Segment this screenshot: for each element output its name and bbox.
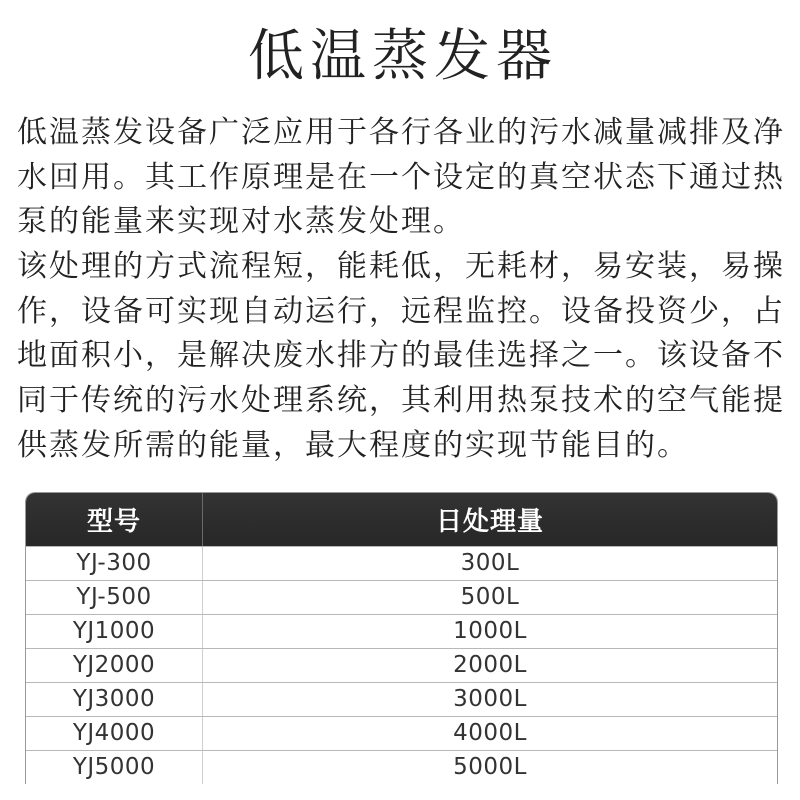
table-row [26,716,777,750]
model-cell: YJ-500 [26,581,203,614]
table-row [26,580,777,614]
model-cell: YJ-300 [26,547,203,580]
description [17,111,789,469]
model-cell: YJ3000 [26,683,203,716]
spec-table [25,492,778,784]
capacity-cell: 2000L [453,652,527,678]
header-capacity: 日处理量 [435,507,544,537]
capacity-cell: 4000L [453,720,527,746]
table-row [26,750,777,784]
table-row [26,614,777,648]
page-title: 低温蒸发器 [248,24,558,89]
description-line: 水回用。其工作原理是在一个设定的真空状态下通过热 [17,159,785,195]
capacity-cell: 1000L [453,618,527,644]
description-line: 供蒸发所需的能量，最大程度的实现节能目的。 [17,427,689,463]
table-header [26,493,777,546]
capacity-cell: 5000L [453,754,527,780]
capacity-cell: 3000L [453,686,527,712]
table-row [26,682,777,716]
capacity-cell: 500L [460,584,520,610]
model-cell: YJ1000 [26,615,203,648]
description-line: 低温蒸发设备广泛应用于各行各业的污水减量减排及净 [17,115,785,150]
description-line: 地面积小，是解决废水排方的最佳选择之一。该设备不 [17,338,785,374]
table-row [26,546,777,580]
capacity-cell: 300L [460,550,520,576]
model-cell: YJ5000 [26,751,203,784]
description-line: 同于传统的污水处理系统，其利用热泵技术的空气能提 [17,383,785,419]
description-line: 作，设备可实现自动运行，远程监控。设备投资少，占 [17,293,785,329]
table-row [26,648,777,682]
model-cell: YJ4000 [26,717,203,750]
model-cell: YJ2000 [26,649,203,682]
description-line: 该处理的方式流程短，能耗低，无耗材，易安装，易操 [17,249,785,285]
header-model: 型号 [26,493,203,546]
description-line: 泵的能量来实现对水蒸发处理。 [17,204,465,240]
